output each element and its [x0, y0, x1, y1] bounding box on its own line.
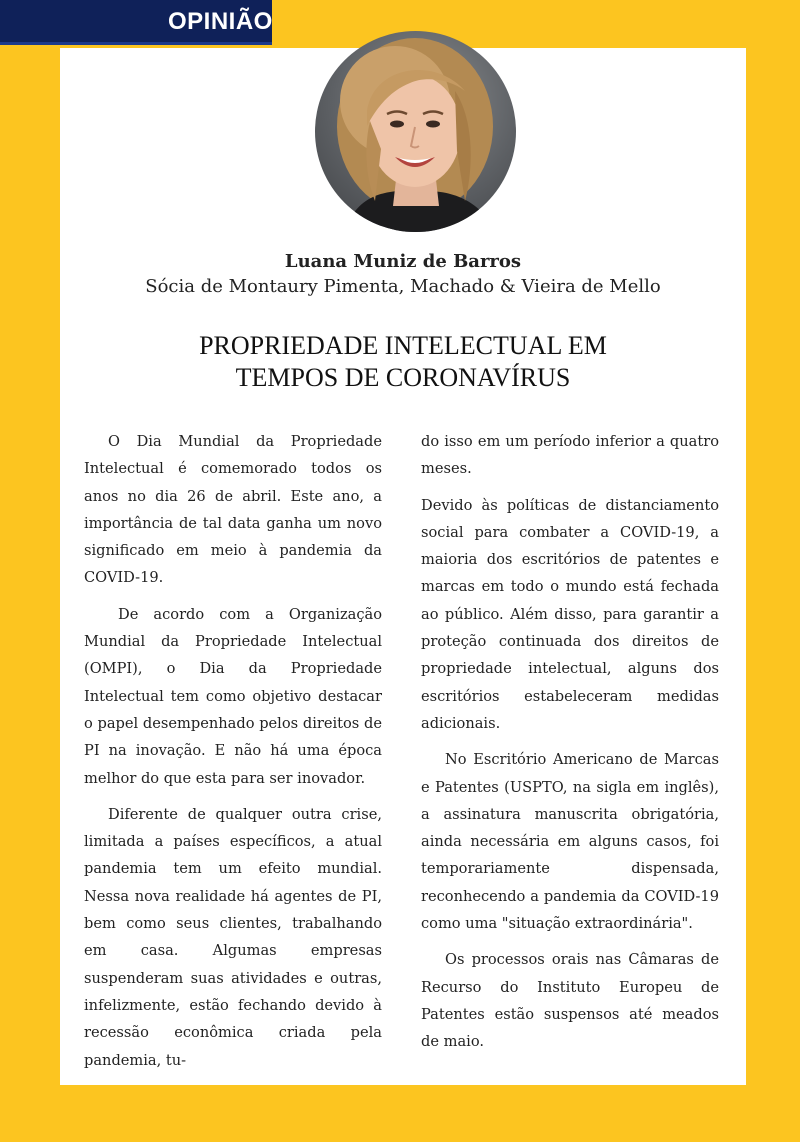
- left-column: [84, 428, 382, 1083]
- section-tag-label: OPINIÃO: [168, 8, 273, 35]
- author-photo: [315, 31, 516, 232]
- paragraph: De acordo com a Organização Mundial da Propriedade Intelectual (OMPI), o Dia da Propriedade Intelectual tem como objetivo destacar o papel desempenhado pelos direitos de PI na inovação. E não há uma época melhor do que esta para ser inovador.: [84, 605, 382, 787]
- paragraph: Devido às políticas de distanciamento social para combater a COVID-19, a maioria dos escritórios de patentes e marcas em todo o mundo está fechada ao público. Além disso, para garantir a proteção continuada dos direitos de propriedade intelectual, alguns dos escritórios estabeleceram medidas adicionais.: [421, 496, 719, 732]
- paragraph: Diferente de qualquer outra crise, limitada a países específicos, a atual pandemia tem um efeito mundial. Nessa nova realidade há agentes de PI, bem como seus clientes, trabalhando em casa. Algumas empresas suspenderam suas atividades e outras, infelizmente, estão fechando devido à recessão econômica criada pela pandemia, tu-: [84, 805, 382, 1069]
- author-role: Sócia de Montaury Pimenta, Machado & Vieira de Mello: [145, 276, 661, 297]
- article-title: [60, 330, 746, 394]
- author-name: Luana Muniz de Barros: [284, 251, 522, 272]
- section-tag: [0, 0, 272, 45]
- paragraph: Os processos orais nas Câmaras de Recurso do Instituto Europeu de Patentes estão suspensos até meados de maio.: [421, 951, 719, 1051]
- paragraph: do isso em um período inferior a quatro meses.: [421, 433, 719, 478]
- article-title-line-1: PROPRIEDADE INTELECTUAL EM: [199, 331, 607, 360]
- article-card: [60, 48, 746, 1085]
- paragraph: No Escritório Americano de Marcas e Patentes (USPTO, na sigla em inglês), a assinatura manuscrita obrigatória, ainda necessária em alguns casos, foi temporariamente dispensada, reconhecendo a pandemia da COVID-19 como uma "situação extraordinária".: [421, 751, 719, 933]
- paragraph: O Dia Mundial da Propriedade Intelectual é comemorado todos os anos no dia 26 de abril. Este ano, a importância de tal data ganha um novo significado em meio à pandemia da COVID-19.: [84, 433, 382, 587]
- article-title-line-2: TEMPOS DE CORONAVÍRUS: [235, 363, 571, 392]
- right-column: [421, 428, 719, 1065]
